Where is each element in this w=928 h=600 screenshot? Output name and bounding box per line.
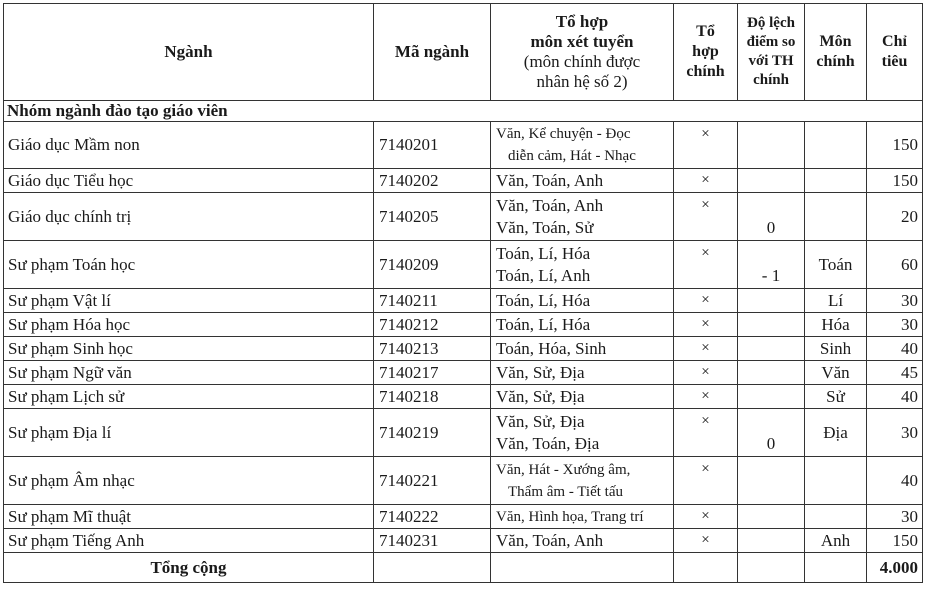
table-row	[4, 505, 923, 529]
cell-do-lech	[738, 505, 805, 529]
cell-to-hop-chinh: ×	[674, 193, 738, 241]
combo-line: Văn, Hát - Xướng âm,	[496, 461, 631, 478]
table-row	[4, 289, 923, 313]
cell-chi-tieu: 40	[867, 457, 923, 505]
table-row	[4, 241, 923, 289]
table-row	[4, 457, 923, 505]
header-to-hop-chinh: Tổ hợp chính	[674, 4, 738, 101]
combo-line: Toán, Hóa, Sinh	[496, 338, 607, 358]
cell-mon-chinh: Địa	[805, 409, 867, 457]
cell-do-lech	[738, 337, 805, 361]
table-row	[4, 193, 923, 241]
cell-do-lech	[738, 385, 805, 409]
cell-ma-nganh: 7140221	[374, 457, 491, 505]
cell-nganh: Sư phạm Ngữ văn	[4, 361, 374, 385]
cell-mon-chinh: Anh	[805, 529, 867, 553]
cell-ma-nganh: 7140231	[374, 529, 491, 553]
cell-to-hop-chinh: ×	[674, 409, 738, 457]
cell-ma-nganh: 7140218	[374, 385, 491, 409]
cell-do-lech: 0	[738, 193, 805, 241]
table-row	[4, 313, 923, 337]
cell-to-hop	[491, 289, 674, 313]
cell-mon-chinh: Văn	[805, 361, 867, 385]
cell-to-hop	[491, 385, 674, 409]
cell-mon-chinh: Lí	[805, 289, 867, 313]
cell-to-hop	[491, 529, 674, 553]
cell-chi-tieu: 40	[867, 385, 923, 409]
table-row	[4, 337, 923, 361]
cell-chi-tieu: 30	[867, 505, 923, 529]
header-mon-chinh: Môn chính	[805, 4, 867, 101]
cell-to-hop	[491, 313, 674, 337]
combo-line: Toán, Lí, Hóa	[496, 290, 591, 310]
combo-line: Văn, Toán, Anh	[496, 530, 604, 550]
cell-to-hop-chinh: ×	[674, 385, 738, 409]
cell-do-lech	[738, 289, 805, 313]
group-row	[4, 101, 923, 122]
cell-ma-nganh: 7140217	[374, 361, 491, 385]
cell-do-lech	[738, 313, 805, 337]
cell-to-hop	[491, 241, 674, 289]
cell-to-hop	[491, 169, 674, 193]
cell-ma-nganh: 7140201	[374, 122, 491, 169]
header-chi-tieu: Chỉ tiêu	[867, 4, 923, 101]
cell-to-hop-chinh: ×	[674, 529, 738, 553]
cell-ma-nganh: 7140202	[374, 169, 491, 193]
combo-line: Văn, Toán, Anh	[496, 170, 604, 190]
header-to-hop: Tổ hợp môn xét tuyển (môn chính được nhân hệ số 2)	[491, 4, 674, 101]
cell-chi-tieu: 60	[867, 241, 923, 289]
cell-nganh: Sư phạm Vật lí	[4, 289, 374, 313]
cell-mon-chinh	[805, 122, 867, 169]
cell-ma-nganh: 7140211	[374, 289, 491, 313]
cell-chi-tieu: 30	[867, 289, 923, 313]
total-empty-cell	[674, 553, 738, 583]
cell-nganh: Giáo dục chính trị	[4, 193, 374, 241]
cell-to-hop	[491, 122, 674, 169]
cell-nganh: Sư phạm Mĩ thuật	[4, 505, 374, 529]
table-row	[4, 361, 923, 385]
cell-nganh: Giáo dục Mầm non	[4, 122, 374, 169]
cell-do-lech	[738, 122, 805, 169]
cell-nganh: Sư phạm Âm nhạc	[4, 457, 374, 505]
cell-ma-nganh: 7140219	[374, 409, 491, 457]
combo-line: Văn, Toán, Anh	[496, 195, 604, 215]
cell-chi-tieu: 150	[867, 529, 923, 553]
total-row	[4, 553, 923, 583]
header-row	[4, 4, 923, 101]
total-label: Tổng cộng	[4, 553, 374, 583]
cell-do-lech	[738, 529, 805, 553]
cell-to-hop	[491, 361, 674, 385]
combo-line: Văn, Sử, Địa	[496, 386, 585, 406]
group-title: Nhóm ngành đào tạo giáo viên	[4, 101, 923, 122]
combo-line: Toán, Lí, Anh	[496, 265, 591, 285]
combo-line: diễn cảm, Hát - Nhạc	[508, 148, 636, 164]
cell-to-hop-chinh: ×	[674, 505, 738, 529]
cell-to-hop-chinh: ×	[674, 361, 738, 385]
cell-mon-chinh: Toán	[805, 241, 867, 289]
cell-chi-tieu: 20	[867, 193, 923, 241]
cell-chi-tieu: 45	[867, 361, 923, 385]
cell-do-lech	[738, 169, 805, 193]
total-empty-cell	[374, 553, 491, 583]
header-do-lech: Độ lệch điểm so với TH chính	[738, 4, 805, 101]
cell-to-hop-chinh: ×	[674, 337, 738, 361]
cell-nganh: Sư phạm Địa lí	[4, 409, 374, 457]
cell-mon-chinh	[805, 169, 867, 193]
combo-line: Toán, Lí, Hóa	[496, 243, 591, 263]
cell-do-lech	[738, 361, 805, 385]
cell-chi-tieu: 30	[867, 409, 923, 457]
combo-line: Văn, Sử, Địa	[496, 411, 585, 431]
total-empty-cell	[805, 553, 867, 583]
table-row	[4, 409, 923, 457]
cell-to-hop-chinh: ×	[674, 313, 738, 337]
cell-to-hop	[491, 457, 674, 505]
cell-ma-nganh: 7140205	[374, 193, 491, 241]
cell-mon-chinh: Sử	[805, 385, 867, 409]
cell-nganh: Sư phạm Hóa học	[4, 313, 374, 337]
cell-ma-nganh: 7140209	[374, 241, 491, 289]
table-row	[4, 385, 923, 409]
total-quota: 4.000	[867, 553, 923, 583]
cell-mon-chinh: Hóa	[805, 313, 867, 337]
cell-to-hop	[491, 193, 674, 241]
cell-to-hop	[491, 505, 674, 529]
cell-mon-chinh: Sinh	[805, 337, 867, 361]
cell-to-hop-chinh: ×	[674, 241, 738, 289]
combo-line: Toán, Lí, Hóa	[496, 314, 591, 334]
cell-nganh: Sư phạm Lịch sử	[4, 385, 374, 409]
cell-to-hop-chinh: ×	[674, 169, 738, 193]
cell-nganh: Sư phạm Toán học	[4, 241, 374, 289]
cell-chi-tieu: 40	[867, 337, 923, 361]
cell-do-lech: 0	[738, 409, 805, 457]
combo-line: Văn, Hình họa, Trang trí	[496, 508, 644, 525]
combo-line: Thẩm âm - Tiết tấu	[508, 483, 623, 500]
cell-ma-nganh: 7140213	[374, 337, 491, 361]
cell-mon-chinh	[805, 193, 867, 241]
cell-to-hop	[491, 337, 674, 361]
cell-mon-chinh	[805, 505, 867, 529]
total-empty-cell	[491, 553, 674, 583]
header-ma-nganh: Mã ngành	[374, 4, 491, 101]
cell-to-hop-chinh: ×	[674, 457, 738, 505]
combo-line: Văn, Toán, Sử	[496, 217, 594, 237]
cell-do-lech	[738, 457, 805, 505]
header-nganh: Ngành	[4, 4, 374, 101]
cell-ma-nganh: 7140212	[374, 313, 491, 337]
table-row	[4, 529, 923, 553]
admission-table	[3, 3, 923, 583]
combo-line: Văn, Kể chuyện - Đọc	[496, 126, 631, 142]
combo-line: Văn, Sử, Địa	[496, 362, 585, 382]
cell-to-hop	[491, 409, 674, 457]
table-row	[4, 169, 923, 193]
cell-nganh: Sư phạm Tiếng Anh	[4, 529, 374, 553]
cell-to-hop-chinh: ×	[674, 289, 738, 313]
cell-mon-chinh	[805, 457, 867, 505]
cell-to-hop-chinh: ×	[674, 122, 738, 169]
total-empty-cell	[738, 553, 805, 583]
cell-ma-nganh: 7140222	[374, 505, 491, 529]
cell-chi-tieu: 30	[867, 313, 923, 337]
cell-do-lech: - 1	[738, 241, 805, 289]
combo-line: Văn, Toán, Địa	[496, 433, 600, 453]
cell-nganh: Sư phạm Sinh học	[4, 337, 374, 361]
table-row	[4, 122, 923, 169]
cell-chi-tieu: 150	[867, 122, 923, 169]
cell-chi-tieu: 150	[867, 169, 923, 193]
cell-nganh: Giáo dục Tiểu học	[4, 169, 374, 193]
